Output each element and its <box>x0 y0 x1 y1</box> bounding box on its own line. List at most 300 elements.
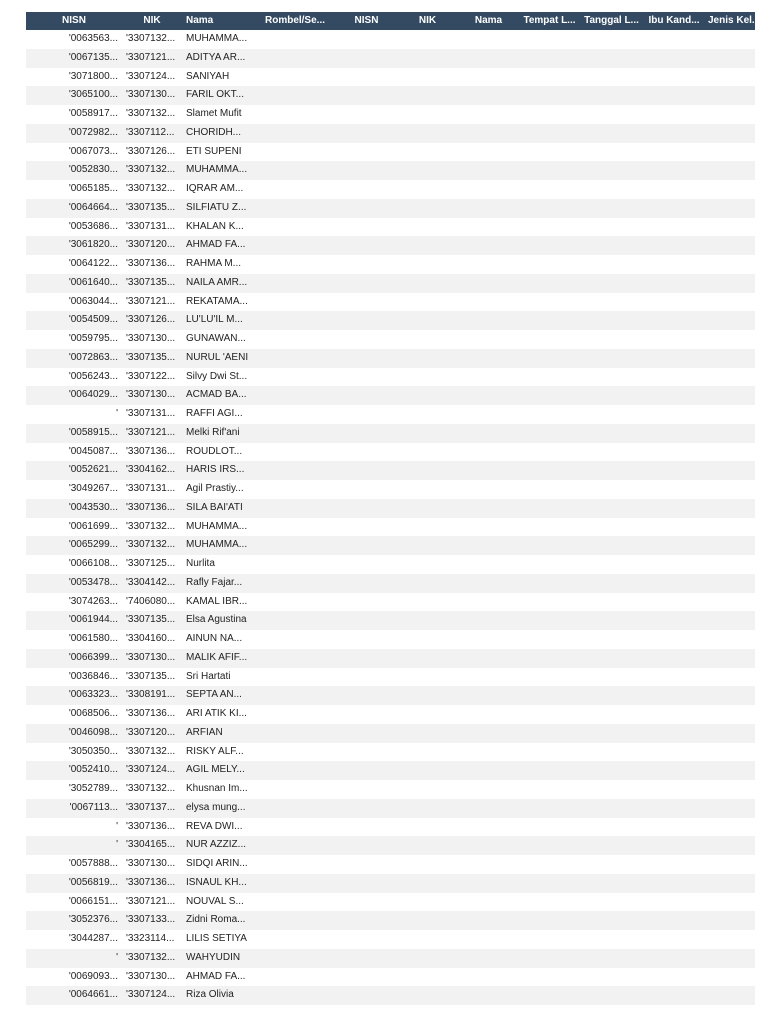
table-cell[interactable]: ARI ATIK KI... <box>186 708 247 719</box>
table-cell[interactable]: '0064122... <box>68 258 118 269</box>
table-cell[interactable] <box>458 68 519 87</box>
column-header[interactable]: Tanggal L... <box>584 15 639 26</box>
table-cell[interactable] <box>397 780 458 799</box>
table-row[interactable] <box>26 611 755 630</box>
table-cell[interactable] <box>336 274 397 293</box>
table-cell[interactable] <box>705 818 755 837</box>
table-row[interactable] <box>26 930 755 949</box>
table-cell[interactable]: '3307133... <box>126 914 176 926</box>
table-cell[interactable] <box>643 705 705 724</box>
table-cell[interactable] <box>519 180 580 199</box>
table-cell[interactable]: IQRAR AM... <box>186 183 244 194</box>
table-cell[interactable]: LU'LU'IL M... <box>186 314 243 326</box>
table-cell[interactable] <box>519 855 580 874</box>
table-row[interactable] <box>26 705 755 724</box>
table-cell[interactable] <box>643 480 705 499</box>
table-cell[interactable]: '3304162... <box>126 464 176 476</box>
table-cell[interactable] <box>336 893 397 912</box>
table-cell[interactable]: Zidni Roma... <box>186 914 246 926</box>
table-cell[interactable]: RAFFI AGI... <box>186 408 243 419</box>
table-cell[interactable] <box>254 836 336 855</box>
table-cell[interactable] <box>580 443 643 462</box>
table-cell[interactable] <box>458 668 519 687</box>
table-cell[interactable]: Slamet Mufit <box>186 108 242 119</box>
table-row[interactable] <box>26 68 755 87</box>
table-row[interactable] <box>26 218 755 237</box>
table-cell[interactable] <box>336 199 397 218</box>
table-cell[interactable] <box>705 499 755 518</box>
table-cell[interactable] <box>336 930 397 949</box>
table-cell[interactable] <box>397 461 458 480</box>
table-row[interactable] <box>26 161 755 180</box>
table-cell[interactable] <box>336 705 397 724</box>
table-cell[interactable]: Melki Rif'ani <box>186 426 240 438</box>
table-cell[interactable] <box>643 630 705 649</box>
table-cell[interactable] <box>397 705 458 724</box>
table-row[interactable] <box>26 874 755 893</box>
table-cell[interactable] <box>519 818 580 837</box>
table-row[interactable] <box>26 518 755 537</box>
table-cell[interactable] <box>580 855 643 874</box>
table-cell[interactable]: '0059795... <box>68 333 118 344</box>
table-cell[interactable] <box>254 218 336 237</box>
table-cell[interactable]: '0066151... <box>68 895 118 907</box>
table-row[interactable] <box>26 330 755 349</box>
table-cell[interactable] <box>397 611 458 630</box>
table-cell[interactable] <box>336 780 397 799</box>
table-row[interactable] <box>26 143 755 162</box>
table-cell[interactable] <box>254 199 336 218</box>
table-cell[interactable] <box>336 799 397 818</box>
table-cell[interactable] <box>643 405 705 424</box>
table-cell[interactable] <box>458 611 519 630</box>
column-header[interactable]: Ibu Kand... <box>648 15 700 26</box>
table-cell[interactable] <box>458 236 519 255</box>
table-cell[interactable]: '3307135... <box>126 276 176 288</box>
table-cell[interactable] <box>580 143 643 162</box>
table-cell[interactable] <box>458 686 519 705</box>
table-cell[interactable] <box>397 443 458 462</box>
table-cell[interactable] <box>458 143 519 162</box>
table-cell[interactable] <box>336 86 397 105</box>
table-row[interactable] <box>26 649 755 668</box>
table-cell[interactable] <box>580 930 643 949</box>
table-cell[interactable] <box>397 499 458 518</box>
table-cell[interactable] <box>705 143 755 162</box>
table-cell[interactable]: AHMAD FA... <box>186 970 246 982</box>
table-cell[interactable] <box>336 649 397 668</box>
table-cell[interactable] <box>580 161 643 180</box>
table-cell[interactable] <box>580 536 643 555</box>
table-cell[interactable] <box>643 30 705 49</box>
table-cell[interactable] <box>519 405 580 424</box>
table-cell[interactable]: '3052789... <box>68 783 118 794</box>
table-cell[interactable] <box>705 274 755 293</box>
table-cell[interactable] <box>705 30 755 49</box>
table-cell[interactable] <box>705 161 755 180</box>
table-row[interactable] <box>26 368 755 387</box>
table-cell[interactable] <box>254 105 336 124</box>
table-cell[interactable] <box>254 518 336 537</box>
table-cell[interactable] <box>580 611 643 630</box>
table-row[interactable] <box>26 855 755 874</box>
table-cell[interactable] <box>336 293 397 312</box>
table-cell[interactable] <box>336 986 397 1005</box>
table-cell[interactable] <box>580 368 643 387</box>
table-cell[interactable] <box>519 761 580 780</box>
table-cell[interactable]: '3307124... <box>126 989 176 1001</box>
table-cell[interactable] <box>580 911 643 930</box>
table-cell[interactable]: '3307130... <box>126 651 176 663</box>
table-cell[interactable] <box>254 143 336 162</box>
table-cell[interactable] <box>397 818 458 837</box>
table-cell[interactable] <box>458 743 519 762</box>
table-cell[interactable] <box>580 686 643 705</box>
table-cell[interactable]: '0058915... <box>68 426 118 438</box>
table-cell[interactable]: '0068506... <box>68 708 118 719</box>
column-header[interactable]: Rombel/Se... <box>264 15 325 26</box>
table-cell[interactable] <box>519 480 580 499</box>
table-cell[interactable]: MALIK AFIF... <box>186 651 248 663</box>
table-cell[interactable] <box>397 911 458 930</box>
table-cell[interactable]: '3304160... <box>126 633 176 644</box>
table-cell[interactable] <box>705 124 755 143</box>
table-cell[interactable]: SILFIATU Z... <box>186 201 247 213</box>
table-cell[interactable] <box>397 536 458 555</box>
table-cell[interactable] <box>519 499 580 518</box>
table-row[interactable] <box>26 911 755 930</box>
table-cell[interactable] <box>705 761 755 780</box>
table-cell[interactable] <box>254 386 336 405</box>
table-row[interactable] <box>26 405 755 424</box>
table-cell[interactable] <box>519 105 580 124</box>
table-cell[interactable] <box>254 480 336 499</box>
table-cell[interactable] <box>336 968 397 987</box>
table-cell[interactable] <box>519 424 580 443</box>
table-cell[interactable]: elysa mung... <box>186 801 246 813</box>
table-cell[interactable] <box>458 274 519 293</box>
table-cell[interactable] <box>336 611 397 630</box>
table-cell[interactable]: '3307135... <box>126 670 176 682</box>
table-row[interactable] <box>26 499 755 518</box>
table-row[interactable] <box>26 836 755 855</box>
table-row[interactable] <box>26 986 755 1005</box>
table-cell[interactable] <box>397 424 458 443</box>
table-cell[interactable]: '3304165... <box>126 839 176 851</box>
table-cell[interactable] <box>336 836 397 855</box>
table-cell[interactable] <box>519 949 580 968</box>
table-cell[interactable] <box>580 461 643 480</box>
table-cell[interactable] <box>705 949 755 968</box>
table-row[interactable] <box>26 818 755 837</box>
table-cell[interactable] <box>705 930 755 949</box>
table-cell[interactable] <box>519 124 580 143</box>
table-cell[interactable] <box>336 218 397 237</box>
table-cell[interactable] <box>254 780 336 799</box>
table-cell[interactable] <box>643 68 705 87</box>
table-cell[interactable] <box>643 161 705 180</box>
table-cell[interactable] <box>580 893 643 912</box>
table-cell[interactable] <box>580 311 643 330</box>
table-cell[interactable] <box>580 68 643 87</box>
table-cell[interactable] <box>397 368 458 387</box>
table-cell[interactable]: '3307135... <box>126 614 176 626</box>
table-cell[interactable] <box>254 668 336 687</box>
table-cell[interactable] <box>519 686 580 705</box>
table-cell[interactable]: KAMAL IBR... <box>186 595 248 607</box>
table-cell[interactable] <box>254 611 336 630</box>
table-cell[interactable] <box>254 574 336 593</box>
table-cell[interactable] <box>643 499 705 518</box>
table-cell[interactable]: SIDQI ARIN... <box>186 858 248 869</box>
table-cell[interactable] <box>643 443 705 462</box>
table-row[interactable] <box>26 311 755 330</box>
table-cell[interactable]: '3307132... <box>126 745 176 757</box>
table-row[interactable] <box>26 180 755 199</box>
table-cell[interactable] <box>580 424 643 443</box>
table-cell[interactable] <box>580 349 643 368</box>
table-row[interactable] <box>26 30 755 49</box>
table-cell[interactable] <box>643 349 705 368</box>
table-cell[interactable] <box>254 311 336 330</box>
table-row[interactable] <box>26 724 755 743</box>
table-cell[interactable]: '3307125... <box>126 558 176 569</box>
table-cell[interactable] <box>643 424 705 443</box>
table-cell[interactable] <box>458 180 519 199</box>
table-cell[interactable] <box>705 330 755 349</box>
table-cell[interactable] <box>397 86 458 105</box>
table-cell[interactable] <box>397 649 458 668</box>
table-cell[interactable] <box>397 630 458 649</box>
table-cell[interactable] <box>643 555 705 574</box>
table-cell[interactable] <box>458 30 519 49</box>
table-cell[interactable] <box>580 743 643 762</box>
table-row[interactable] <box>26 780 755 799</box>
table-cell[interactable]: '3307136... <box>126 445 176 457</box>
table-cell[interactable] <box>254 536 336 555</box>
table-cell[interactable] <box>580 761 643 780</box>
table-cell[interactable] <box>705 386 755 405</box>
table-cell[interactable] <box>458 536 519 555</box>
table-cell[interactable] <box>705 780 755 799</box>
table-cell[interactable] <box>458 255 519 274</box>
table-cell[interactable] <box>705 68 755 87</box>
table-cell[interactable] <box>519 968 580 987</box>
table-cell[interactable] <box>254 461 336 480</box>
table-cell[interactable]: '0067073... <box>68 145 118 157</box>
table-cell[interactable]: '0063044... <box>68 295 118 307</box>
table-cell[interactable] <box>643 593 705 612</box>
table-cell[interactable] <box>643 686 705 705</box>
table-cell[interactable]: '3307136... <box>126 876 176 888</box>
table-cell[interactable]: '0064661... <box>68 989 118 1001</box>
table-cell[interactable]: MUHAMMA... <box>186 164 248 176</box>
table-cell[interactable] <box>458 218 519 237</box>
table-cell[interactable] <box>254 86 336 105</box>
table-cell[interactable] <box>705 49 755 68</box>
table-cell[interactable] <box>254 274 336 293</box>
table-row[interactable] <box>26 480 755 499</box>
table-cell[interactable] <box>254 761 336 780</box>
table-cell[interactable] <box>336 330 397 349</box>
table-cell[interactable] <box>643 461 705 480</box>
table-cell[interactable] <box>705 855 755 874</box>
table-cell[interactable] <box>254 405 336 424</box>
table-cell[interactable] <box>254 986 336 1005</box>
table-cell[interactable] <box>580 124 643 143</box>
table-cell[interactable] <box>519 780 580 799</box>
table-cell[interactable]: AINUN NA... <box>186 633 243 644</box>
column-header[interactable]: NISN <box>62 15 86 26</box>
table-cell[interactable]: '0056819... <box>68 876 118 888</box>
table-cell[interactable]: '3304142... <box>126 576 176 588</box>
table-cell[interactable] <box>254 630 336 649</box>
column-header[interactable]: NIK <box>418 15 437 26</box>
table-cell[interactable] <box>254 874 336 893</box>
table-cell[interactable]: '0056243... <box>68 370 118 382</box>
table-cell[interactable] <box>336 518 397 537</box>
table-cell[interactable] <box>643 105 705 124</box>
table-cell[interactable]: Elsa Agustina <box>186 614 247 626</box>
table-cell[interactable] <box>336 443 397 462</box>
table-cell[interactable]: NURUL 'AENI <box>186 351 249 363</box>
table-cell[interactable] <box>458 161 519 180</box>
table-cell[interactable] <box>458 705 519 724</box>
table-cell[interactable] <box>254 855 336 874</box>
table-cell[interactable] <box>580 499 643 518</box>
table-cell[interactable] <box>397 480 458 499</box>
table-cell[interactable] <box>458 818 519 837</box>
table-cell[interactable] <box>643 855 705 874</box>
table-cell[interactable]: '3065100... <box>68 89 118 101</box>
table-cell[interactable] <box>458 518 519 537</box>
table-cell[interactable] <box>458 855 519 874</box>
column-header[interactable]: Nama <box>474 15 503 26</box>
table-cell[interactable] <box>519 893 580 912</box>
table-cell[interactable] <box>254 893 336 912</box>
table-cell[interactable]: '0052830... <box>68 164 118 176</box>
table-cell[interactable] <box>519 518 580 537</box>
table-cell[interactable] <box>643 761 705 780</box>
table-cell[interactable] <box>336 424 397 443</box>
table-cell[interactable] <box>254 68 336 87</box>
table-cell[interactable]: WAHYUDIN <box>186 951 241 963</box>
table-cell[interactable]: '0072863... <box>68 351 118 363</box>
table-cell[interactable] <box>458 780 519 799</box>
table-cell[interactable]: '3307130... <box>126 858 176 869</box>
table-cell[interactable] <box>254 424 336 443</box>
table-row[interactable] <box>26 255 755 274</box>
table-cell[interactable] <box>397 949 458 968</box>
table-cell[interactable] <box>397 593 458 612</box>
table-cell[interactable] <box>643 724 705 743</box>
table-cell[interactable] <box>336 911 397 930</box>
table-cell[interactable] <box>336 405 397 424</box>
table-cell[interactable] <box>254 443 336 462</box>
table-cell[interactable] <box>643 49 705 68</box>
table-cell[interactable]: '3307130... <box>126 89 176 101</box>
table-row[interactable] <box>26 49 755 68</box>
table-cell[interactable] <box>458 86 519 105</box>
table-row[interactable] <box>26 668 755 687</box>
table-cell[interactable] <box>705 236 755 255</box>
table-cell[interactable] <box>397 930 458 949</box>
table-cell[interactable] <box>254 555 336 574</box>
table-cell[interactable]: '0057888... <box>68 858 118 869</box>
table-cell[interactable] <box>519 593 580 612</box>
table-row[interactable] <box>26 236 755 255</box>
table-cell[interactable] <box>580 330 643 349</box>
table-cell[interactable]: '3049267... <box>68 483 118 494</box>
table-cell[interactable] <box>705 649 755 668</box>
table-cell[interactable]: LILIS SETIYA <box>186 933 247 944</box>
table-cell[interactable] <box>643 649 705 668</box>
table-cell[interactable]: Riza Olivia <box>186 989 234 1001</box>
table-cell[interactable] <box>397 236 458 255</box>
table-cell[interactable] <box>458 405 519 424</box>
table-cell[interactable] <box>705 218 755 237</box>
table-cell[interactable] <box>336 874 397 893</box>
table-cell[interactable]: FARIL OKT... <box>186 89 244 101</box>
table-cell[interactable] <box>519 724 580 743</box>
table-cell[interactable]: '0058917... <box>68 108 118 119</box>
table-cell[interactable] <box>519 555 580 574</box>
table-cell[interactable]: '3074263... <box>68 595 118 607</box>
table-cell[interactable] <box>580 949 643 968</box>
table-cell[interactable] <box>643 386 705 405</box>
table-cell[interactable] <box>705 424 755 443</box>
table-cell[interactable]: REVA DWI... <box>186 820 243 832</box>
table-cell[interactable] <box>336 499 397 518</box>
table-cell[interactable] <box>643 218 705 237</box>
table-cell[interactable] <box>397 874 458 893</box>
table-cell[interactable]: NAILA AMR... <box>186 276 248 288</box>
table-cell[interactable] <box>519 668 580 687</box>
table-cell[interactable] <box>519 293 580 312</box>
table-cell[interactable]: '0072982... <box>68 126 118 138</box>
table-cell[interactable]: '3307136... <box>126 258 176 269</box>
table-row[interactable] <box>26 893 755 912</box>
table-cell[interactable]: ISNAUL KH... <box>186 876 247 888</box>
table-cell[interactable] <box>519 255 580 274</box>
table-cell[interactable]: '3307132... <box>126 783 176 794</box>
table-row[interactable] <box>26 86 755 105</box>
table-cell[interactable]: '0064664... <box>68 201 118 213</box>
table-cell[interactable] <box>519 218 580 237</box>
table-cell[interactable] <box>458 761 519 780</box>
table-row[interactable] <box>26 743 755 762</box>
table-cell[interactable] <box>643 143 705 162</box>
table-cell[interactable] <box>458 911 519 930</box>
table-cell[interactable] <box>254 180 336 199</box>
table-cell[interactable]: '0066399... <box>68 651 118 663</box>
table-row[interactable] <box>26 293 755 312</box>
table-cell[interactable] <box>519 274 580 293</box>
table-cell[interactable] <box>397 143 458 162</box>
table-cell[interactable] <box>643 236 705 255</box>
table-cell[interactable] <box>519 630 580 649</box>
table-cell[interactable] <box>580 105 643 124</box>
table-cell[interactable] <box>643 293 705 312</box>
table-cell[interactable]: '3050350... <box>68 745 118 757</box>
table-cell[interactable] <box>519 368 580 387</box>
table-cell[interactable] <box>336 180 397 199</box>
table-cell[interactable]: Nurlita <box>186 558 215 569</box>
table-cell[interactable] <box>705 611 755 630</box>
table-cell[interactable] <box>458 799 519 818</box>
table-cell[interactable] <box>254 799 336 818</box>
table-cell[interactable] <box>458 574 519 593</box>
